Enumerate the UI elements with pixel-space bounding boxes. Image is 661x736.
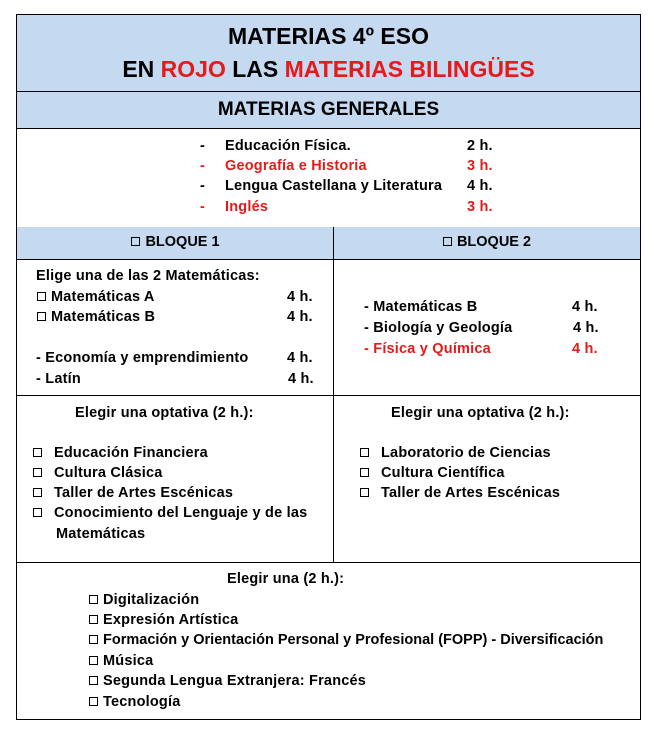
bloque2-optativas xyxy=(334,395,640,562)
optativa-item xyxy=(360,465,505,481)
checkbox-icon xyxy=(89,635,98,644)
checkbox-icon xyxy=(33,448,42,457)
subtitle-red-word: ROJO xyxy=(160,56,226,82)
checkbox-icon xyxy=(360,448,369,457)
elegir-una-section xyxy=(17,562,640,719)
checkbox-icon xyxy=(33,468,42,477)
elegir-label: Expresión Artística xyxy=(103,612,239,628)
general-dash: - xyxy=(200,138,206,154)
general-subject-name: Inglés xyxy=(225,199,269,215)
general-dash: - xyxy=(200,199,206,215)
optativa-item xyxy=(33,445,208,461)
subtitle-mid: LAS xyxy=(225,56,285,82)
math-option-hours: 4 h. xyxy=(287,289,313,305)
optativa-label: Conocimiento del Lenguaje y de las xyxy=(54,505,308,521)
bloque1-subject-hours: 4 h. xyxy=(288,371,314,387)
checkbox-icon xyxy=(443,237,452,246)
bloque2-header xyxy=(334,227,640,259)
elegir-label: Formación y Orientación Personal y Profesional (FOPP) - Diversificación xyxy=(103,632,604,648)
page-subtitle xyxy=(17,56,640,83)
general-subject-hours: 2 h. xyxy=(467,138,493,154)
elegir-label: Segunda Lengua Extranjera: Francés xyxy=(103,673,367,689)
bloque1-header xyxy=(17,227,334,259)
bloque1-intro: Elige una de las 2 Matemáticas: xyxy=(36,268,260,284)
checkbox-icon xyxy=(33,508,42,517)
math-option xyxy=(37,289,155,305)
optativa-title: Elegir una optativa (2 h.): xyxy=(391,405,570,421)
elegir-item xyxy=(89,653,153,669)
subtitle-red-phrase: MATERIAS BILINGÜES xyxy=(284,56,535,82)
optativa-label: Educación Financiera xyxy=(54,445,208,461)
elegir-label: Música xyxy=(103,653,154,669)
optativa-item xyxy=(360,445,551,461)
checkbox-icon xyxy=(33,488,42,497)
subtitle-prefix: EN xyxy=(122,56,161,82)
bloque1-subject-hours: 4 h. xyxy=(287,350,313,366)
optativa-label: Cultura Clásica xyxy=(54,465,163,481)
bloque2-title: BLOQUE 2 xyxy=(456,234,532,250)
elegir-item xyxy=(89,673,366,689)
math-option-label: Matemáticas A xyxy=(51,289,155,305)
math-option-hours: 4 h. xyxy=(287,309,313,325)
optativa-item xyxy=(33,465,163,481)
checkbox-icon xyxy=(360,488,369,497)
elegir-label: Digitalización xyxy=(103,592,200,608)
bloque1-subject: - Latín xyxy=(36,371,81,387)
optativa-label: Taller de Artes Escénicas xyxy=(54,485,234,501)
subjects-sheet xyxy=(16,14,641,720)
optativa-title: Elegir una optativa (2 h.): xyxy=(75,405,254,421)
checkbox-icon xyxy=(89,656,98,665)
general-subjects-list xyxy=(17,129,640,227)
general-subject-hours: 3 h. xyxy=(467,158,493,174)
elegir-item xyxy=(89,592,199,608)
elegir-item xyxy=(89,612,238,628)
bloque1-title: BLOQUE 1 xyxy=(145,234,220,250)
optativa-label: Cultura Científica xyxy=(381,465,505,481)
bloque2-subject-hours: 4 h. xyxy=(573,320,599,336)
general-subject-hours: 4 h. xyxy=(467,178,493,194)
optativa-item xyxy=(360,485,560,501)
bloque2-subjects xyxy=(334,259,640,395)
bloque2-subject: - Física y Química xyxy=(364,341,491,357)
optativa-item xyxy=(33,485,233,501)
bloque1-optativas xyxy=(17,395,333,562)
bloque1-subjects xyxy=(17,259,333,395)
bloque2-subject: - Biología y Geología xyxy=(364,320,513,336)
checkbox-icon xyxy=(89,676,98,685)
checkbox-icon xyxy=(37,292,46,301)
bloque2-subject-hours: 4 h. xyxy=(572,341,598,357)
general-subject-name: Educación Física. xyxy=(225,138,351,154)
general-subject-name: Lengua Castellana y Literatura xyxy=(225,178,443,194)
general-dash: - xyxy=(200,178,206,194)
checkbox-icon xyxy=(131,237,140,246)
math-option xyxy=(37,309,155,325)
checkbox-icon xyxy=(89,615,98,624)
checkbox-icon xyxy=(89,697,98,706)
optativa-label: Laboratorio de Ciencias xyxy=(381,445,551,461)
general-subject-hours: 3 h. xyxy=(467,199,493,215)
bloque1-subject: - Economía y emprendimiento xyxy=(36,350,249,366)
optativa-item xyxy=(33,505,307,521)
checkbox-icon xyxy=(89,595,98,604)
elegir-title: Elegir una (2 h.): xyxy=(227,571,345,587)
optativa-label-continuation: Matemáticas xyxy=(56,526,146,542)
general-subjects-header: MATERIAS GENERALES xyxy=(17,92,640,129)
elegir-label: Tecnología xyxy=(103,694,181,710)
elegir-item xyxy=(89,694,180,710)
title-band xyxy=(17,15,640,92)
page-title: MATERIAS 4º ESO xyxy=(228,23,429,49)
checkbox-icon xyxy=(37,312,46,321)
elegir-item xyxy=(89,632,603,648)
general-subject-name: Geografía e Historia xyxy=(225,158,367,174)
math-option-label: Matemáticas B xyxy=(51,309,156,325)
bloque2-subject: - Matemáticas B xyxy=(364,299,478,315)
general-dash: - xyxy=(200,158,206,174)
checkbox-icon xyxy=(360,468,369,477)
optativa-label: Taller de Artes Escénicas xyxy=(381,485,561,501)
bloque2-subject-hours: 4 h. xyxy=(572,299,598,315)
